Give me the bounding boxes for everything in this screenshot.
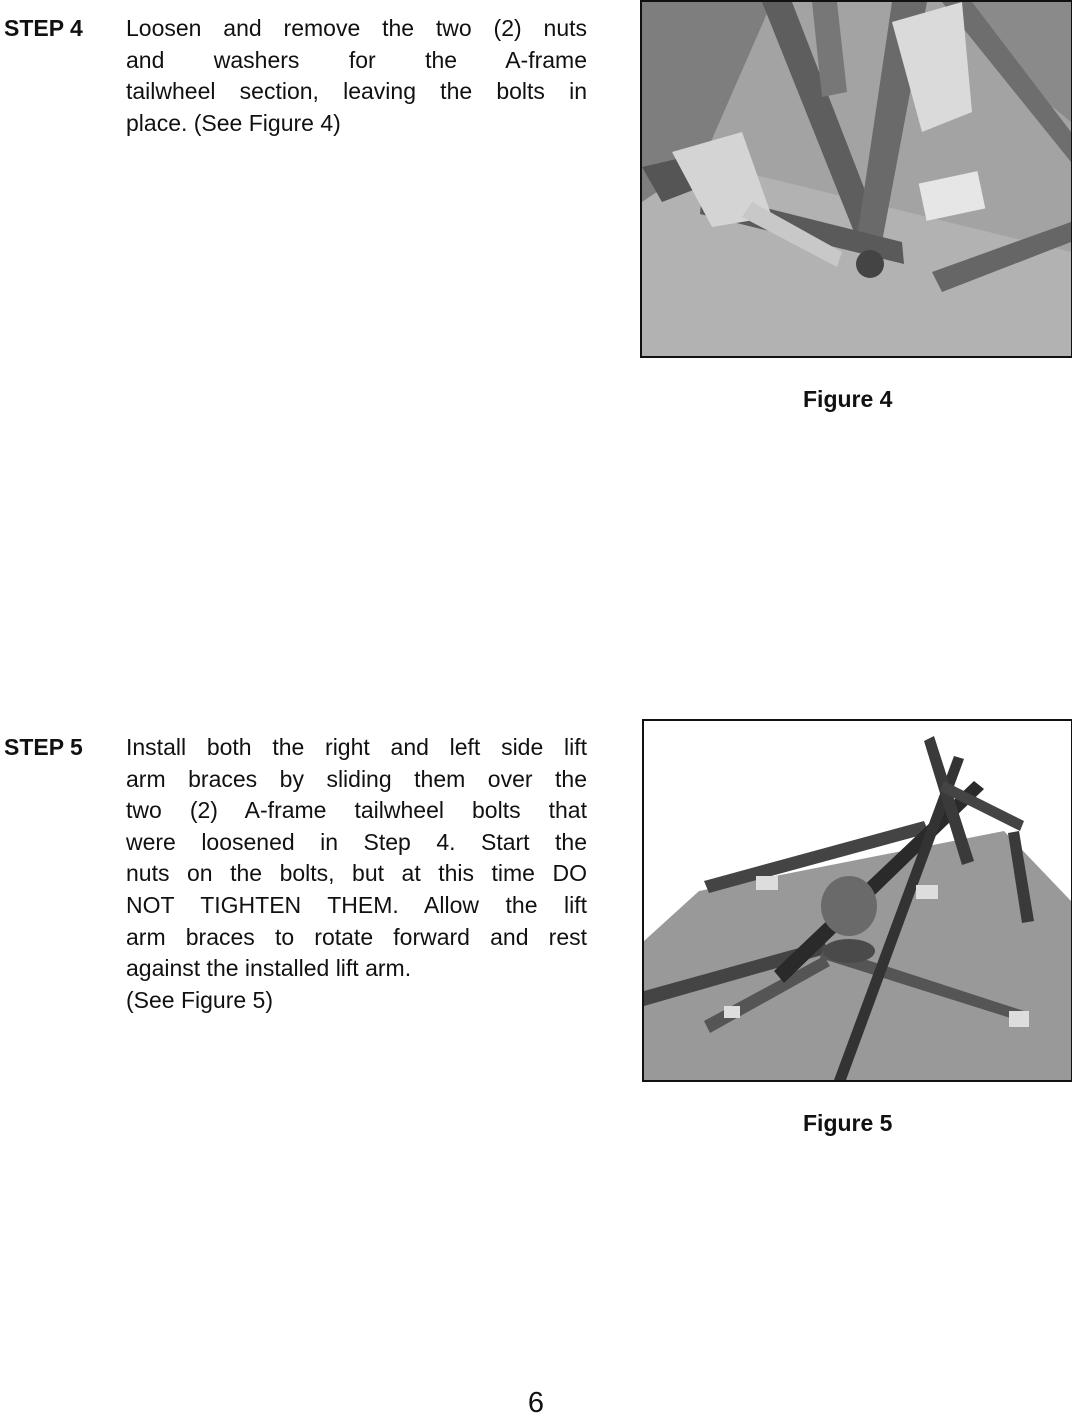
step-4-line: Loosen and remove the two (2) nuts	[126, 15, 587, 41]
step-5-instructions	[126, 732, 587, 1016]
step-5-line: NOT TIGHTEN THEM. Allow the lift	[126, 891, 587, 918]
step-5-line: (See Figure 5)	[126, 986, 274, 1013]
figure-4-photo	[640, 0, 1072, 358]
step-4-label: STEP 4	[4, 15, 83, 41]
figure-5-illustration	[644, 721, 1071, 1080]
step-5-line: arm braces by sliding them over the	[126, 765, 587, 792]
page-number: 6	[527, 1387, 545, 1419]
step-4-instructions	[126, 13, 587, 139]
step-5-label: STEP 5	[4, 734, 83, 760]
figure-4-caption: Figure 4	[803, 386, 893, 412]
step-4-line: tailwheel section, leaving the bolts in	[126, 78, 587, 105]
step-5-line: arm braces to rotate forward and rest	[126, 923, 587, 950]
step-5-line: Install both the right and left side lift	[126, 734, 587, 760]
step-4-line: and washers for the A-frame	[126, 46, 587, 73]
step-5-line: were loosened in Step 4. Start the	[126, 828, 587, 855]
step-5-line: nuts on the bolts, but at this time DO	[126, 860, 587, 887]
figure-4-illustration	[642, 2, 1071, 356]
figure-5-photo	[642, 719, 1072, 1082]
step-5-line: two (2) A-frame tailwheel bolts that	[126, 797, 587, 824]
step-5-line: against the installed lift arm.	[126, 955, 412, 982]
step-4-line: place. (See Figure 4)	[126, 109, 341, 136]
figure-5-caption: Figure 5	[803, 1110, 893, 1136]
